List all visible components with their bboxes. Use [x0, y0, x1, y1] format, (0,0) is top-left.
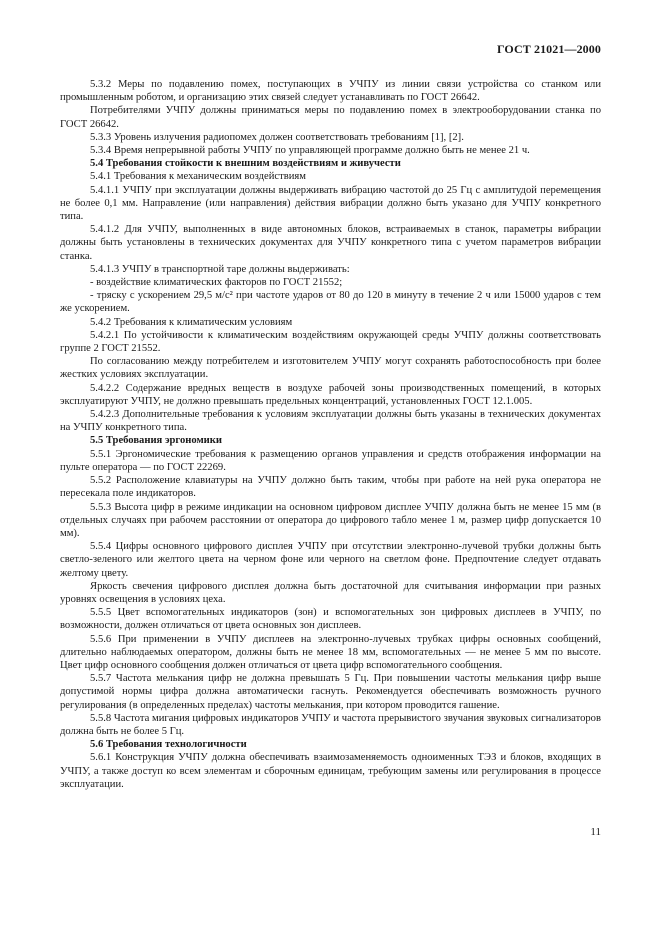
paragraph: 5.4.1.3 УЧПУ в транспортной таре должны выдерживать:: [90, 263, 350, 275]
paragraph: 5.6.1 Конструкция УЧПУ должна обеспечивать взаимозаменяемость одноименных ТЭЗ и блоков, входящих в УЧПУ, а также доступ ко всем элементам и сборочным единицам, требующим замены или регулирования в процессе эксплуатации.: [60, 752, 601, 790]
page-header: ГОСТ 21021—2000: [497, 42, 601, 56]
paragraph: 5.4.2.2 Содержание вредных веществ в воздухе рабочей зоны производственных помещений, в которых эксплуатируют УЧПУ, не должно превышать предельных концентраций, установленных ГОСТ 12.1.005.: [60, 382, 601, 407]
paragraph: 5.5.6 При применении в УЧПУ дисплеев на электронно-лучевых трубках цифры основных сообщений, длительно наблюдаемых оператором, должны быть не менее 18 мм, вспомогательных — не менее 5 мм по высоте. Цвет цифр основного сообщения должен отличаться от цвета цифр вспомогательного сообщения.: [60, 633, 601, 671]
page-number: 11: [590, 826, 601, 838]
paragraph: 5.5.8 Частота мигания цифровых индикаторов УЧПУ и частота прерывистого звучания звуковых сигнализаторов должна быть не более 5 Гц.: [60, 712, 601, 737]
paragraph: - воздействие климатических факторов по ГОСТ 21552;: [90, 277, 343, 289]
paragraph: 5.4.2.3 Дополнительные требования к условиям эксплуатации должны быть указаны в технических документах на УЧПУ конкретного типа.: [60, 409, 601, 434]
paragraph: 5.4.2 Требования к климатическим условиям: [90, 316, 293, 328]
paragraph: - тряску с ускорением 29,5 м/с² при частоте ударов от 80 до 120 в минуту в течение 2 ч или 15000 ударов с тем же ускорением.: [60, 290, 601, 315]
section-heading: 5.6 Требования технологичности: [90, 739, 247, 751]
paragraph: Потребителями УЧПУ должны приниматься меры по подавлению помех в электрооборудовании станка по ГОСТ 26642.: [60, 105, 601, 130]
paragraph: 5.3.4 Время непрерывной работы УЧПУ по управляющей программе должно быть не менее 21 ч.: [90, 145, 530, 157]
paragraph: 5.4.1.2 Для УЧПУ, выполненных в виде автономных блоков, встраиваемых в станок, параметры вибрации должны быть установлены в технических документах для УЧПУ конкретного типа с учетом параметров вибрации станка.: [60, 224, 601, 262]
paragraph: 5.5.5 Цвет вспомогательных индикаторов (зон) и вспомогательных зон цифровых дисплеев в УЧПУ, по возможности, должен отличаться от цвета основных зон дисплеев.: [60, 607, 601, 632]
paragraph: Яркость свечения цифрового дисплея должна быть достаточной для считывания информации при разных уровнях освещения в условиях цеха.: [60, 580, 601, 605]
paragraph: 5.5.7 Частота мелькания цифр не должна превышать 5 Гц. При повышении частоты мелькания цифр выше допустимой нормы цифра должна автоматически гаснуть. Рекомендуется обеспечивать возможность ручного регулирования (в определенных пределах) частоты мелькания, при котором проводится гашение.: [60, 673, 601, 711]
section-heading: 5.4 Требования стойкости к внешним воздействиям и живучести: [90, 158, 401, 170]
paragraph: 5.5.4 Цифры основного цифрового дисплея УЧПУ при отсутствии электронно-лучевой трубки должны быть светло-зеленого или желтого цвета на черном фоне или черного на светлом фоне. Предпочтение следует отдавать желтому цвету.: [60, 541, 601, 579]
paragraph: 5.5.2 Расположение клавиатуры на УЧПУ должно быть таким, чтобы при работе на ней рука оператора не пересекала поле индикаторов.: [60, 475, 601, 500]
paragraph: 5.4.1 Требования к механическим воздействиям: [90, 171, 306, 183]
document-body: [60, 78, 601, 791]
paragraph: 5.4.2.1 По устойчивости к климатическим воздействиям окружающей среды УЧПУ должны соответствовать группе 2 ГОСТ 21552.: [60, 329, 601, 355]
paragraph: 5.3.2 Меры по подавлению помех, поступающих в УЧПУ из линии связи устройства со станком или промышленным роботом, и организацию этих связей следует устанавливать по ГОСТ 26642.: [60, 79, 601, 104]
paragraph: 5.4.1.1 УЧПУ при эксплуатации должны выдерживать вибрацию частотой до 25 Гц с амплитудой перемещения не более 0,1 мм. Направление (или направления) действия вибрации должно быть указано для УЧПУ конкретного типа.: [60, 184, 601, 223]
section-heading: 5.5 Требования эргономики: [90, 435, 222, 447]
paragraph: 5.3.3 Уровень излучения радиопомех должен соответствовать требованиям [1], [2].: [90, 131, 464, 143]
paragraph: 5.5.1 Эргономические требования к размещению органов управления и средств отображения информации на пульте оператора — по ГОСТ 22269.: [60, 448, 601, 473]
paragraph: По согласованию между потребителем и изготовителем УЧПУ могут сохранять работоспособность при более жестких условиях эксплуатации.: [60, 356, 601, 381]
paragraph: 5.5.3 Высота цифр в режиме индикации на основном цифровом дисплее УЧПУ должна быть не менее 15 мм (в отдельных случаях при рабочем расстоянии от оператора до цифрового табло менее 1 м, размер цифр допускается 10 мм).: [60, 501, 601, 539]
